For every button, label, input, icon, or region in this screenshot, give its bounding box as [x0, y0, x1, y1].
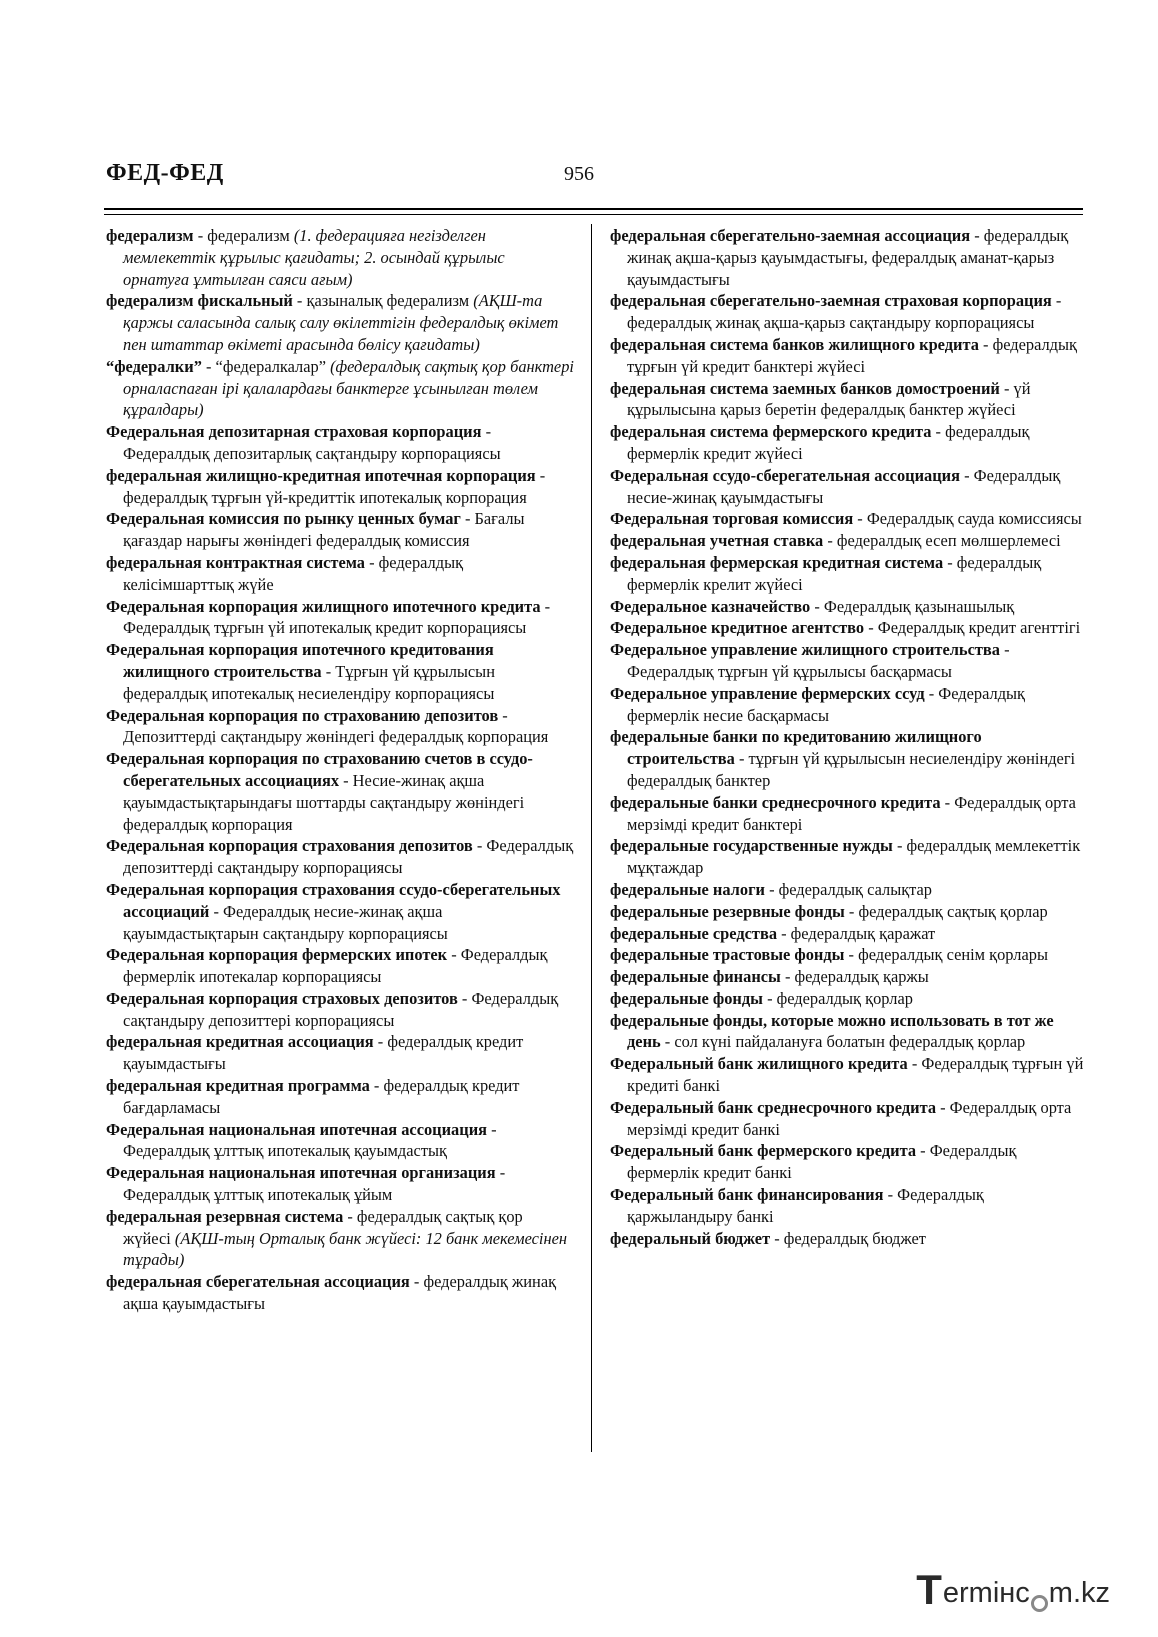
entry-translation: - федералдық қаражат [777, 923, 936, 943]
entry-term: федеральная контрактная система [106, 552, 365, 572]
dictionary-entry [106, 1119, 574, 1163]
entry-translation: - Федералдық қаржыландыру банкі [627, 1185, 984, 1226]
entry-term: Федеральная национальная ипотечная ассоциация [106, 1119, 488, 1139]
entry-term: федеральный бюджет [610, 1228, 771, 1248]
entry-term: Федеральное казначейство [610, 596, 811, 616]
entry-term: Федеральная национальная ипотечная организация [106, 1163, 496, 1183]
entry-translation: - федерализм [193, 226, 294, 245]
entry-translation: - федералдық жинақ ақша-қарыз қауымдастығы, федералдық аманат-қарыз қауымдастығы [627, 226, 1069, 289]
entry-term: федеральная кредитная программа [106, 1076, 370, 1096]
entry-term: федеральные банки по кредитованию жилищного строительства [610, 727, 982, 769]
page-number: 956 [564, 163, 594, 185]
entry-translation: - “федералкалар” [201, 356, 331, 376]
entry-term: федеральная учетная ставка [610, 531, 824, 551]
dictionary-entry [610, 1097, 1088, 1141]
entry-translation: - федералдық бюджет [770, 1228, 926, 1248]
entry-term: федеральная жилищно-кредитная ипотечная корпорация [106, 465, 536, 485]
entry-term: Федеральная корпорация по страхованию депозитов [106, 705, 499, 725]
header-rule-thick [104, 208, 1083, 210]
dictionary-entry [610, 966, 1088, 988]
entry-term: Федеральный банк жилищного кредита [610, 1054, 908, 1074]
entry-translation: - Несие-жинақ ақша қауымдастықтарындағы шоттарды сақтандыру жөніндегі федералдық корпорация [123, 770, 525, 834]
entry-translation: - Федералдық ұлттық ипотекалық қауымдастық [123, 1119, 497, 1161]
entry-translation: - федералдық тұрғын үй-кредиттік ипотекалық корпорация [123, 465, 546, 507]
dictionary-entry [610, 726, 1088, 791]
entry-term: федеральная резервная система [106, 1206, 344, 1226]
entry-translation: - федералдық мемлекеттік мұқтаждар [627, 836, 1081, 878]
entry-term: федеральные банки среднесрочного кредита [610, 792, 941, 812]
entry-translation: - Федералдық қазынашылық [810, 596, 1015, 616]
right-column [610, 225, 1088, 1249]
entry-term: Федеральная корпорация по страхованию счетов в ссудо-сберегательных ассоциациях [106, 749, 533, 790]
dictionary-entry [610, 988, 1088, 1010]
entry-translation: - қазыналық федерализм [292, 291, 474, 311]
dictionary-entry [610, 1010, 1088, 1054]
entry-translation: - федералдық қаржы [780, 967, 929, 987]
entry-translation: - Тұрғын үй құрылысын федералдық ипотекалық несиелендіру корпорациясы [123, 661, 495, 703]
entry-translation: - федералдық келісімшарттық жүйе [123, 552, 464, 594]
entry-translation: - Федералдық сақтандыру депозиттері корпорациясы [123, 988, 559, 1030]
entry-term: Федеральная депозитарная страховая корпорация [106, 422, 482, 442]
entry-term: федеральные резервные фонды [610, 901, 845, 921]
entry-note: (1. федерацияға негізделген мемлекеттік құрылыс қағидаты; 2. осындай құрылыс орнатуға ұмтылған саяси ағым) [123, 226, 505, 289]
entry-note: (АҚШ-та қаржы саласында салық салу өкілеттігін федералдық өкімет пен штаттар өкіметі арасында бөлісу қағидаты) [123, 291, 559, 354]
entry-translation: - Федералдық депозитарлық сақтандыру корпорациясы [123, 422, 501, 463]
dictionary-entry [610, 1228, 1088, 1250]
dictionary-entry [106, 225, 574, 290]
dictionary-entry [106, 1075, 574, 1119]
entry-term: федеральная сберегательно-заемная ассоциация [610, 226, 971, 245]
entry-term: Федеральная корпорация ипотечного кредитования жилищного строительства [106, 640, 494, 681]
entry-term: федеральные средства [610, 923, 778, 943]
entry-translation: - Федералдық тұрғын үй құрылысы басқармасы [627, 640, 1010, 681]
entry-term: Федеральная комиссия по рынку ценных бумаг [106, 509, 461, 529]
entry-translation: - сол күні пайдалануға болатын федералдық қорлар [660, 1032, 1026, 1052]
dictionary-entry [610, 835, 1088, 879]
entry-term: Федеральная корпорация страхования ссудо-сберегательных ассоциаций [106, 879, 561, 921]
entry-term: федеральная система фермерского кредита [610, 422, 932, 442]
header-rule-thin [104, 214, 1083, 215]
dictionary-entry [106, 748, 574, 835]
dictionary-entry [106, 835, 574, 879]
entry-term: федеральная фермерская кредитная система [610, 552, 944, 572]
entry-translation: - Федералдық кредит агенттігі [864, 618, 1081, 638]
entry-term: Федеральный банк среднесрочного кредита [610, 1097, 937, 1117]
entry-term: федеральные налоги [610, 879, 765, 899]
entry-term: Федеральное управление жилищного строительства [610, 640, 1000, 660]
dictionary-entry [610, 792, 1088, 836]
entry-translation: - Федералдық ұлттық ипотекалық ұйым [123, 1163, 506, 1205]
entry-translation: - Депозиттерді сақтандыру жөніндегі федералдық корпорация [123, 705, 549, 747]
termincom-logo [916, 1566, 1110, 1613]
entry-term: Федеральное кредитное агентство [610, 618, 865, 638]
entry-term: Федеральная корпорация фермерских ипотек [106, 945, 448, 965]
entry-translation: - федералдық тұрғын үй кредит банктері жүйесі [627, 334, 1077, 376]
entry-term: федеральная сберегательная ассоциация [106, 1272, 410, 1292]
dictionary-entry [610, 596, 1088, 618]
dictionary-entry [106, 1206, 574, 1271]
dictionary-entry [106, 944, 574, 988]
column-divider [591, 224, 592, 1452]
dictionary-entry [106, 552, 574, 596]
logo-letter-t: T [916, 1566, 942, 1613]
entry-translation: - Федералдық фермерлік кредит банкі [627, 1141, 1017, 1183]
entry-term: Федеральный банк финансирования [610, 1185, 884, 1205]
logo-text-part-1: ermінc [942, 1577, 1030, 1610]
entry-term: федерализм [106, 226, 194, 245]
dictionary-entry [106, 1162, 574, 1206]
dictionary-entry [610, 378, 1088, 422]
entry-translation: - Федералдық фермерлік несие басқармасы [627, 683, 1026, 725]
entry-translation: - Федералдық несие-жинақ ақша қауымдастықтарын сақтандыру корпорациясы [123, 901, 448, 943]
entry-term: федерализм фискальный [106, 291, 293, 311]
entry-translation: - Федералдық сауда комиссиясы [853, 509, 1082, 529]
entry-translation: - федералдық есеп мөлшерлемесі [823, 531, 1061, 551]
dictionary-entry [610, 1140, 1088, 1184]
dictionary-entry [106, 1031, 574, 1075]
dictionary-entry [610, 923, 1088, 945]
entry-translation: - үй құрылысына қарыз беретін федералдық банктер жүйесі [627, 378, 1031, 420]
dictionary-entry [610, 530, 1088, 552]
entry-translation: - Федералдық орта мерзімді кредит банкі [627, 1097, 1072, 1139]
logo-text-part-2: m.kz [1048, 1577, 1110, 1610]
entry-term: Федеральное управление фермерских ссуд [610, 683, 925, 703]
entry-term: федеральная кредитная ассоциация [106, 1032, 374, 1052]
entry-translation: - тұрғын үй құрылысын несиелендіру жөніндегі федералдық банктер [627, 749, 1076, 790]
logo-circle-icon [1031, 1595, 1048, 1612]
page-title: ФЕД-ФЕД [106, 160, 224, 186]
entry-translation: - федералдық салықтар [764, 879, 933, 899]
entry-term: федеральная сберегательно-заемная страховая корпорация [610, 291, 1052, 311]
dictionary-entry [610, 1053, 1088, 1097]
entry-note: (федералдық сақтық қор банктері орналаспаған ірі қалалардағы банктерге ұсынылған төлем құралдары) [123, 356, 574, 420]
dictionary-entry [106, 705, 574, 749]
entry-term: федеральные фонды, которые можно использовать в тот же день [610, 1010, 1054, 1052]
dictionary-entry [106, 508, 574, 552]
dictionary-entry [106, 290, 574, 355]
entry-term: Федеральная корпорация страховых депозитов [106, 988, 458, 1008]
dictionary-entry [610, 508, 1088, 530]
dictionary-entry [106, 1271, 574, 1315]
entry-term: федеральные государственные нужды [610, 836, 893, 856]
dictionary-entry [106, 639, 574, 704]
entry-translation: - Федералдық тұрғын үй ипотекалық кредит корпорациясы [123, 596, 551, 638]
dictionary-entry [610, 617, 1088, 639]
entry-translation: - Федералдық тұрғын үй кредиті банкі [627, 1054, 1084, 1096]
dictionary-entry [610, 421, 1088, 465]
dictionary-entry [610, 552, 1088, 596]
dictionary-entry [610, 1184, 1088, 1228]
entry-term: “федералки” [106, 356, 202, 376]
dictionary-entry [106, 879, 574, 944]
entry-translation: - федералдық фермерлік кредит жүйесі [627, 422, 1030, 463]
entry-term: Федеральная корпорация жилищного ипотечного кредита [106, 596, 541, 616]
entry-term: федеральные фонды [610, 988, 763, 1008]
entry-translation: - федералдық кредит бағдарламасы [123, 1076, 520, 1117]
entry-term: Федеральная торговая комиссия [610, 509, 854, 529]
dictionary-entry [610, 290, 1088, 334]
entry-translation: - федералдық сақтық қор жүйесі [123, 1206, 523, 1248]
entry-translation: - федералдық жинақ ақша қауымдастығы [123, 1272, 557, 1314]
dictionary-entry [610, 334, 1088, 378]
entry-translation: - Федералдық орта мерзімді кредит банктері [627, 792, 1076, 834]
dictionary-entry [106, 596, 574, 640]
entry-translation: - федералдық кредит қауымдастығы [123, 1032, 524, 1074]
dictionary-entry [610, 465, 1088, 509]
dictionary-entry [106, 465, 574, 509]
dictionary-entry [610, 901, 1088, 923]
entry-term: Федеральная корпорация страхования депозитов [106, 836, 473, 856]
dictionary-entry [610, 639, 1088, 683]
entry-translation: - федералдық жинақ ақша-қарыз сақтандыру корпорациясы [627, 291, 1062, 333]
entry-term: федеральная система заемных банков домостроений [610, 378, 1000, 398]
entry-translation: - федералдық сақтық қорлар [844, 901, 1048, 921]
left-column [106, 225, 574, 1315]
entry-translation: - Федералдық несие-жинақ қауымдастығы [627, 465, 1061, 507]
dictionary-entry [610, 225, 1088, 290]
dictionary-entry [106, 356, 574, 421]
entry-translation: - Федералдық фермерлік ипотекалар корпорациясы [123, 945, 548, 987]
entry-term: федеральные трастовые фонды [610, 945, 845, 965]
dictionary-entry [610, 879, 1088, 901]
entry-term: федеральные финансы [610, 967, 781, 987]
entry-translation: - Федералдық депозиттерді сақтандыру корпорациясы [123, 836, 574, 878]
entry-translation: - федералдық сенім қорлары [844, 945, 1048, 965]
entry-term: Федеральный банк фермерского кредита [610, 1141, 917, 1161]
entry-term: федеральная система банков жилищного кредита [610, 334, 979, 354]
dictionary-entry [106, 988, 574, 1032]
entry-translation: - федералдық қорлар [762, 988, 913, 1008]
entry-translation: - федералдық фермерлік крелит жүйесі [627, 552, 1042, 594]
entry-term: Федеральная ссудо-сберегательная ассоциация [610, 465, 960, 485]
dictionary-entry [610, 944, 1088, 966]
entry-note: (АҚШ-тың Орталық банк жүйесі: 12 банк мекемесінен тұрады) [123, 1228, 568, 1270]
dictionary-entry [106, 421, 574, 465]
dictionary-entry [610, 683, 1088, 727]
entry-translation: - Бағалы қағаздар нарығы жөніндегі федералдық комиссия [123, 509, 525, 551]
